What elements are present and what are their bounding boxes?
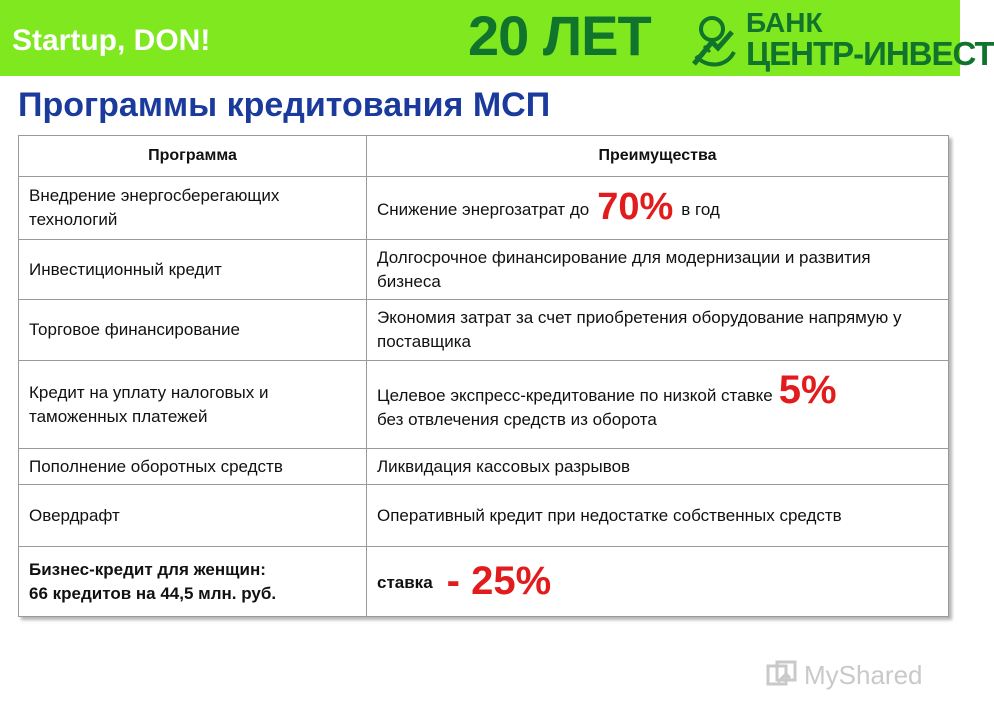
benefit-highlight: - 25% [446,558,552,603]
myshared-logo-icon [766,660,798,690]
table-header-row [19,136,949,177]
women-program-stats: 66 кредитов на 44,5 млн. руб. [29,583,277,603]
program-cell: Торговое финансирование [19,300,367,361]
watermark-text: MyShared [804,660,923,690]
benefit-cell [367,547,949,617]
table-row [19,177,949,240]
benefit-text-line2: без отвлечения средств из оборота [377,409,657,429]
benefit-cell: Долгосрочное финансирование для модернизации и развития бизнеса [367,240,949,300]
table-row [19,547,949,617]
benefit-highlight: 70% [597,185,674,228]
anniversary-label: 20 ЛЕТ [468,4,651,67]
benefit-text: ставка [377,572,433,592]
header-banner [0,0,994,76]
header-title: Startup, DON! [12,24,211,57]
table-row [19,300,949,361]
benefit-cell: Ликвидация кассовых разрывов [367,449,949,485]
column-header-program: Программа [19,136,367,177]
table-row [19,485,949,547]
table-row [19,449,949,485]
benefit-cell [367,361,949,449]
program-cell: Инвестиционный кредит [19,240,367,300]
programs-table [18,135,949,617]
benefit-text-suffix: в год [681,199,720,219]
women-program-title: Бизнес-кредит для женщин: [29,559,266,579]
page-title: Программы кредитования МСП [18,86,551,124]
bank-label: БАНК [746,7,823,38]
program-cell-women [19,547,367,617]
bank-name: ЦЕНТР-ИНВЕСТ [746,35,994,72]
benefit-highlight: 5% [778,367,837,412]
table-row [19,361,949,449]
benefit-text: Снижение энергозатрат до [377,199,590,219]
benefit-cell [367,177,949,240]
program-cell: Кредит на уплату налоговых и таможенных платежей [19,361,367,449]
benefit-cell: Экономия затрат за счет приобретения оборудование напрямую у поставщика [367,300,949,361]
program-cell: Овердрафт [19,485,367,547]
program-cell: Пополнение оборотных средств [19,449,367,485]
benefit-text: Целевое экспресс-кредитование по низкой ставке [377,385,773,405]
benefit-cell: Оперативный кредит при недостатке собственных средств [367,485,949,547]
bank-logo-icon [690,12,738,70]
table-row [19,240,949,300]
program-cell: Внедрение энергосберегающих технологий [19,177,367,240]
column-header-benefits: Преимущества [367,136,949,177]
